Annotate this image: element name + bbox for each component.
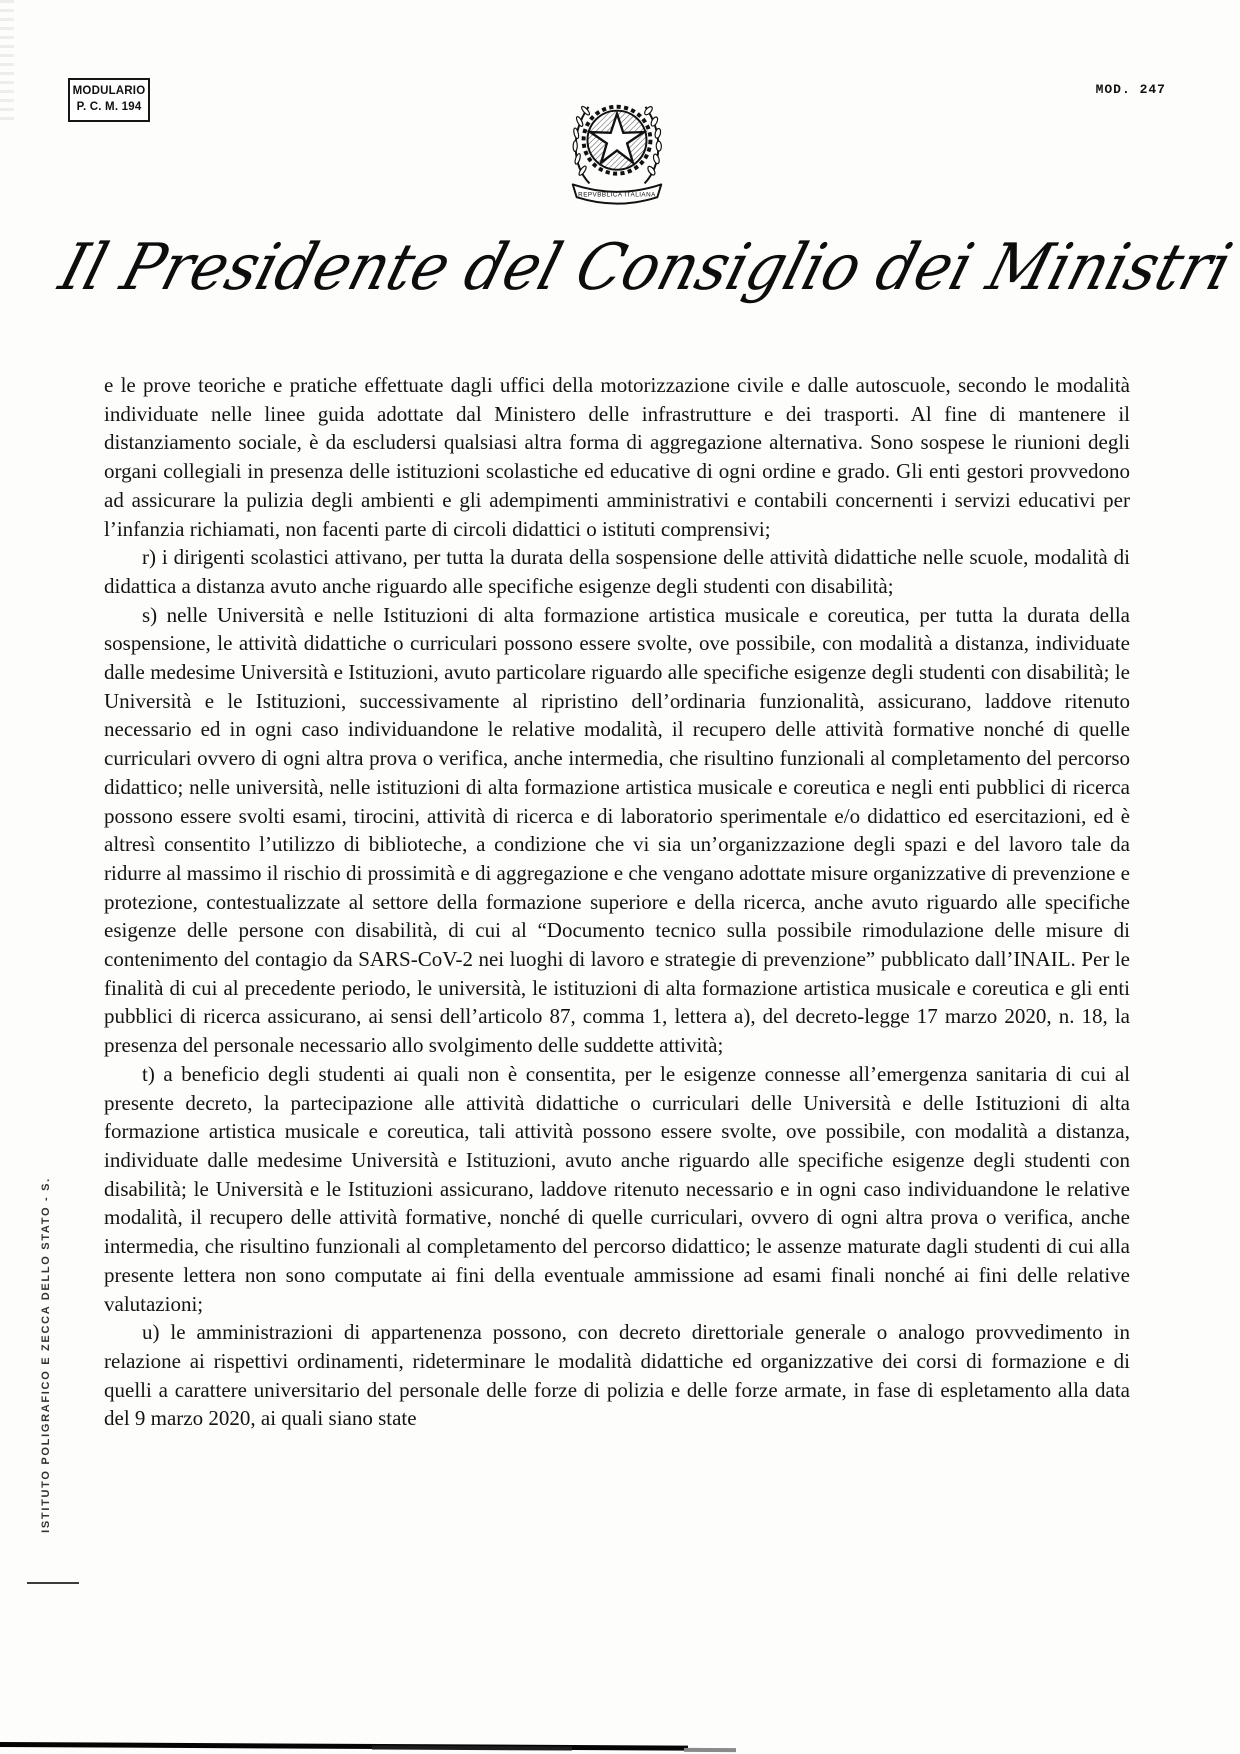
- letterhead-title: Il Presidente del Consiglio dei Ministri: [51, 231, 1240, 305]
- modulario-stamp-line1: MODULARIO: [72, 85, 146, 98]
- scan-artifact-band: [0, 1742, 688, 1751]
- modulario-stamp: [68, 78, 150, 122]
- paragraph-continuation: e le prove teoriche e pratiche effettuate dagli uffici della motorizzazione civile e dalle autoscuole, secondo le modalità individuate nelle linee guida adottate dal Ministero delle infrastrutture e dei trasporti. Al fine di mantenere il distanziamento sociale, è da escludersi qualsiasi altra forma di aggregazione alternativa. Sono sospese le riunioni degli organi collegiali in presenza delle istituzioni scolastiche ed educative di ogni ordine e grado. Gli enti gestori provvedono ad assicurare la pulizia degli ambienti e gli adempimenti amministrativi e contabili concernenti i servizi educativi per l’infanzia richiamati, non facenti parte di circoli didattici o istituti comprensivi;: [104, 373, 1130, 541]
- scan-artifact-band-mid: [372, 1745, 572, 1750]
- decree-body: [104, 371, 1130, 1433]
- paragraph-s: s) nelle Università e nelle Istituzioni di alta formazione artistica musicale e coreutica, per tutta la durata della sospensione, le attività didattiche o curriculari possono essere svolte, ove possibile, con modalità a distanza, individuate dalle medesime Università e Istituzioni, avuto particolare riguardo alle specifiche esigenze degli studenti con disabilità; le Università e le Istituzioni, successivamente al ripristino dell’ordinaria funzionalità, assicurano, laddove ritenuto necessario ed in ogni caso individuandone le relative modalità, il recupero delle attività formative nonché di quelle curriculari ovvero di ogni altra prova o verifica, anche intermedia, che risultino funzionali al completamento del percorso didattico; nelle università, nelle istituzioni di alta formazione artistica musicale e coreutica e negli enti pubblici di ricerca possono essere svolti esami, tirocini, attività di ricerca e di laboratorio sperimentale e/o didattico ed esercitazioni, ed è altresì consentito l’utilizzo di biblioteche, a condizione che vi sia un’organizzazione degli spazi e del lavoro tale da ridurre al massimo il rischio di prossimità e di aggregazione e che vengano adottate misure organizzative di prevenzione e protezione, contestualizzate al settore della formazione superiore e della ricerca, anche avuto riguardo alle specifiche esigenze delle persone con disabilità, di cui al “Documento tecnico sulla possibile rimodulazione delle misure di contenimento del contagio da SARS-CoV-2 nei luoghi di lavoro e strategie di prevenzione” pubblicato dall’INAIL. Per le finalità di cui al precedente periodo, le università, le istituzioni di alta formazione artistica musicale e coreutica e gli enti pubblici di ricerca assicurano, ai sensi dell’articolo 87, comma 1, lettera a), del decreto-legge 17 marzo 2020, n. 18, la presenza del personale necessario allo svolgimento delle suddette attività;: [104, 602, 1130, 1058]
- paragraph-t: t) a beneficio degli studenti ai quali non è consentita, per le esigenze connesse all’emergenza sanitaria di cui al presente decreto, la partecipazione alle attività didattiche o curriculari delle Università e delle Istituzioni di alta formazione artistica musicale e coreutica, tali attività possono essere svolte, ove possibile, con modalità a distanza, individuate dalle medesime Università e Istituzioni, avuto anche riguardo alle specifiche esigenze degli studenti con disabilità; le Università e le Istituzioni assicurano, laddove ritenuto necessario e in ogni caso individuandone le relative modalità, il recupero delle attività formative, nonché di quelle curriculari, ovvero di ogni altra prova o verifica, anche intermedia, che risultino funzionali al completamento del percorso didattico; le assenze maturate dagli studenti di cui alla presente lettera non sono computate ai fini della eventuale ammissione ad esami finali nonché ai fini delle relative valutazioni;: [104, 1061, 1130, 1316]
- banner-text: REPVBBLICA ITALIANA: [578, 191, 656, 199]
- paragraph-r: r) i dirigenti scolastici attivano, per tutta la durata della sospensione delle attività didattiche nelle scuole, modalità di didattica a distanza avuto anche riguardo alle specifiche esigenze degli studenti con disabilità;: [104, 545, 1130, 598]
- scan-artifact-band-tail: [684, 1748, 736, 1752]
- paragraph-u: u) le amministrazioni di appartenenza possono, con decreto direttoriale generale o analogo provvedimento in relazione ai rispettivi ordinamenti, rideterminare le modalità didattiche ed organizzative dei corsi di formazione e di quelli a carattere universitario del personale delle forze di polizia e delle forze armate, in fase di espletamento alla data del 9 marzo 2020, ai quali siano state: [104, 1320, 1130, 1431]
- mod-number-label: MOD. 247: [1095, 82, 1166, 97]
- margin-registration-mark: [27, 1582, 79, 1584]
- scan-edge-noise: [0, 0, 14, 120]
- modulario-stamp-line2: P. C. M. 194: [76, 101, 142, 113]
- emblem-svg: [558, 90, 676, 214]
- italian-republic-emblem-icon: [558, 90, 676, 214]
- printer-imprint: ISTITUTO POLIGRAFICO E ZECCA DELLO STATO - S.: [40, 1177, 52, 1533]
- banner-ribbon: [573, 184, 662, 203]
